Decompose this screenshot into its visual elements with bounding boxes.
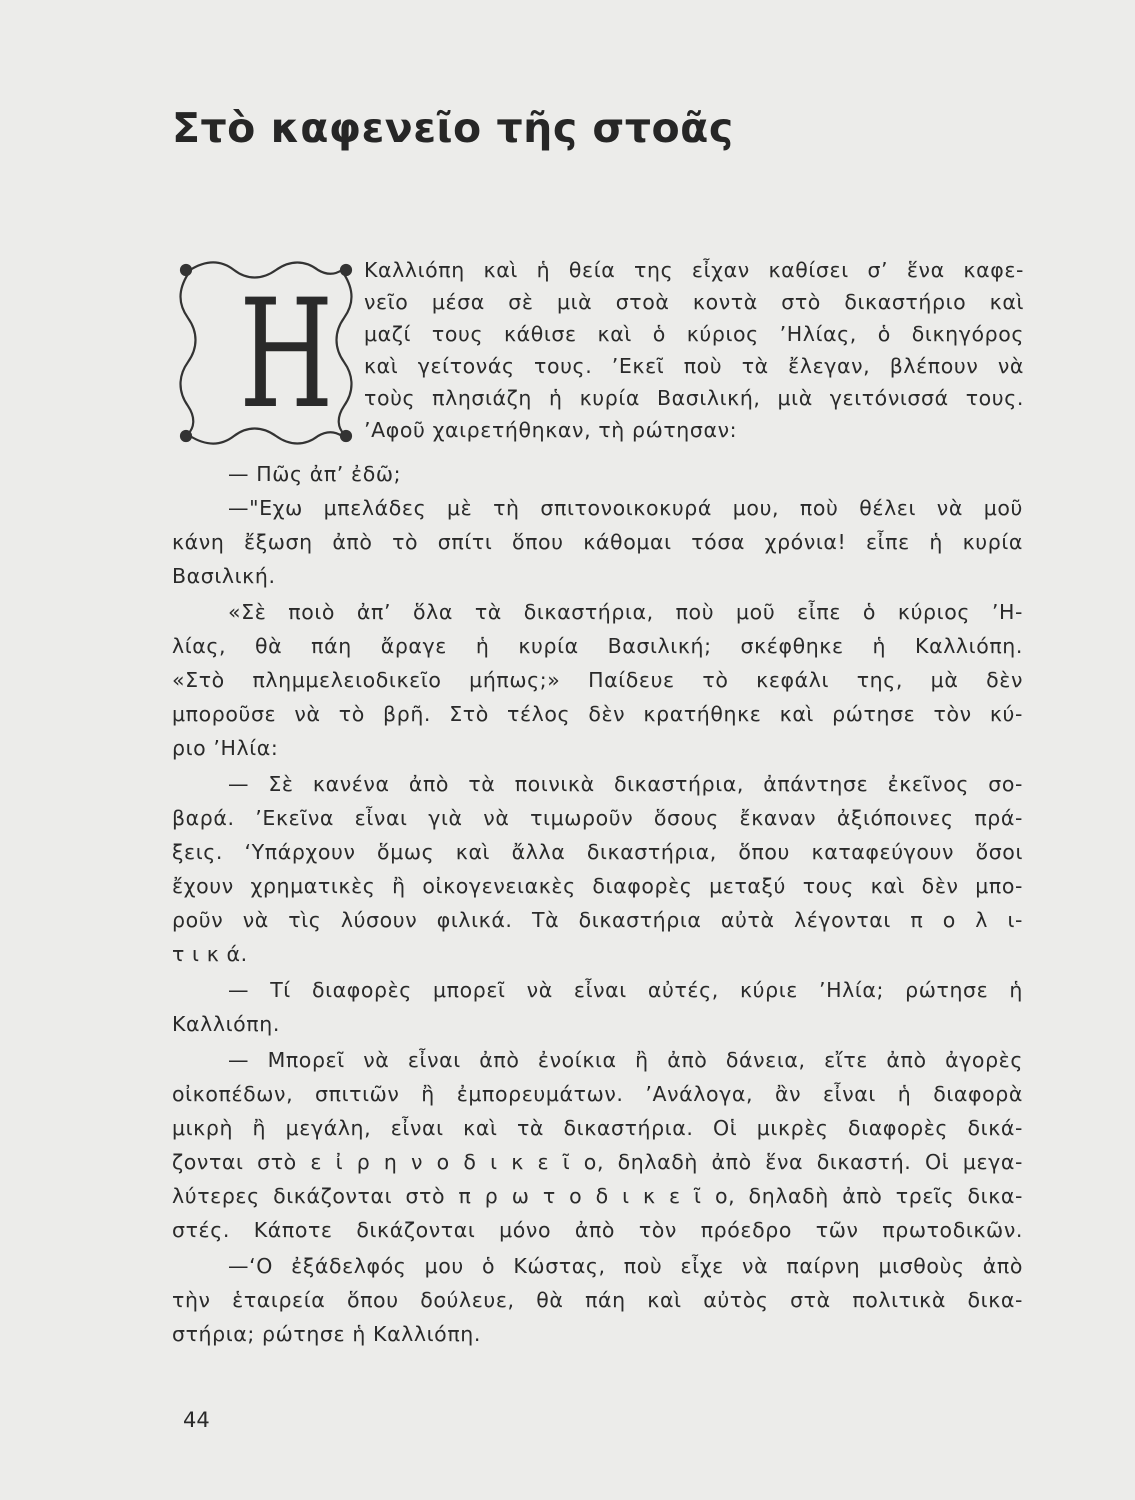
text-line: καὶ γείτονάς τους. ’Εκεῖ ποὺ τὰ ἔλεγαν, βλέπουν νὰ: [364, 354, 1024, 378]
text-line: Καλλιόπη καὶ ἡ θεία της εἶχαν καθίσει σ’ ἕνα καφε-: [364, 258, 1024, 282]
text-line: «Σὲ ποιὸ ἀπ’ ὅλα τὰ δικαστήρια, ποὺ μοῦ εἶπε ὁ κύριος ’Η-: [228, 600, 1023, 624]
text-line: λύτερες δικάζονται στὸ π ρ ω τ ο δ ι κ ε ῖ ο, δηλαδὴ ἀπὸ τρεῖς δικα-: [172, 1184, 1023, 1208]
text-line: «Στὸ πλημμελειοδικεῖο μήπως;» Παίδευε τὸ κεφάλι της, μὰ δὲν: [172, 668, 1023, 692]
text-line: νεῖο μέσα σὲ μιὰ στοὰ κοντὰ στὸ δικαστήριο καὶ: [364, 290, 1024, 314]
text-line: ροῦν νὰ τὶς λύσουν φιλικά. Τὰ δικαστήρια αὐτὰ λέγονται π ο λ ι-: [172, 908, 1023, 932]
text-line: τὴν ἑταιρεία ὅπου δούλευε, θὰ πάη καὶ αὐτὸς στὰ πολιτικὰ δικα-: [172, 1288, 1023, 1312]
text-line: τ ι κ ά.: [172, 942, 248, 966]
text-line: βαρά. ’Εκεῖνα εἶναι γιὰ νὰ τιμωροῦν ὅσους ἔκαναν ἀξιόποινες πρά-: [172, 806, 1023, 830]
drop-cap-letter: Η: [239, 268, 334, 442]
text-line: —‘Ο ἐξάδελφός μου ὁ Κώστας, ποὺ εἶχε νὰ παίρνη μισθοὺς ἀπὸ: [228, 1254, 1023, 1278]
text-line: ριο ’Ηλία:: [172, 736, 279, 760]
text-line: στήρια; ρώτησε ἡ Καλλιόπη.: [172, 1322, 481, 1346]
text-line: ζονται στὸ ε ἰ ρ η ν ο δ ι κ ε ῖ ο, δηλαδὴ ἀπὸ ἕνα δικαστή. Οἱ μεγα-: [172, 1150, 1023, 1174]
text-line: λίας, θὰ πάη ἄραγε ἡ κυρία Βασιλική; σκέφθηκε ἡ Καλλιόπη.: [172, 634, 1023, 658]
text-line: — Μπορεῖ νὰ εἶναι ἀπὸ ἐνοίκια ἢ ἀπὸ δάνεια, εἴτε ἀπὸ ἀγορὲς: [228, 1048, 1023, 1072]
text-line: οἰκοπέδων, σπιτιῶν ἢ ἐμπορευμάτων. ’Ανάλογα, ἂν εἶναι ἡ διαφορὰ: [172, 1082, 1023, 1106]
text-line: ’Αφοῦ χαιρετήθηκαν, τὴ ρώτησαν:: [364, 418, 738, 442]
text-line: — Πῶς ἀπ’ ἐδῶ;: [228, 462, 402, 486]
chapter-title: Στὸ καφενεῖο τῆς στοᾶς: [172, 104, 734, 152]
text-line: μικρὴ ἢ μεγάλη, εἶναι καὶ τὰ δικαστήρια. Οἱ μικρὲς διαφορὲς δικά-: [172, 1116, 1023, 1140]
text-line: ξεις. ‘Υπάρχουν ὅμως καὶ ἄλλα δικαστήρια, ὅπου καταφεύγουν ὅσοι: [172, 840, 1023, 864]
text-line: Βασιλική.: [172, 564, 276, 588]
text-line: —"Εχω μπελάδες μὲ τὴ σπιτονοικοκυρά μου, ποὺ θέλει νὰ μοῦ: [228, 496, 1023, 520]
page-number: 44: [183, 1408, 210, 1432]
text-line: Καλλιόπη.: [172, 1012, 280, 1036]
text-line: μαζί τους κάθισε καὶ ὁ κύριος ’Ηλίας, ὁ δικηγόρος: [364, 322, 1024, 346]
text-line: — Τί διαφορὲς μπορεῖ νὰ εἶναι αὐτές, κύριε ’Ηλία; ρώτησε ἡ: [228, 978, 1023, 1002]
text-line: κάνη ἔξωση ἀπὸ τὸ σπίτι ὅπου κάθομαι τόσα χρόνια! εἶπε ἡ κυρία: [172, 530, 1023, 554]
text-line: μποροῦσε νὰ τὸ βρῆ. Στὸ τέλος δὲν κρατήθηκε καὶ ρώτησε τὸν κύ-: [172, 702, 1023, 726]
text-line: ἔχουν χρηματικὲς ἢ οἰκογενειακὲς διαφορὲς μεταξύ τους καὶ δὲν μπο-: [172, 874, 1023, 898]
text-line: στές. Κάποτε δικάζονται μόνο ἀπὸ τὸν πρόεδρο τῶν πρωτοδικῶν.: [172, 1218, 1023, 1242]
text-line: τοὺς πλησιάζη ἡ κυρία Βασιλική, μιὰ γειτόνισσά τους.: [364, 386, 1024, 410]
text-line: — Σὲ κανένα ἀπὸ τὰ ποινικὰ δικαστήρια, ἀπάντησε ἐκεῖνος σο-: [228, 772, 1023, 796]
